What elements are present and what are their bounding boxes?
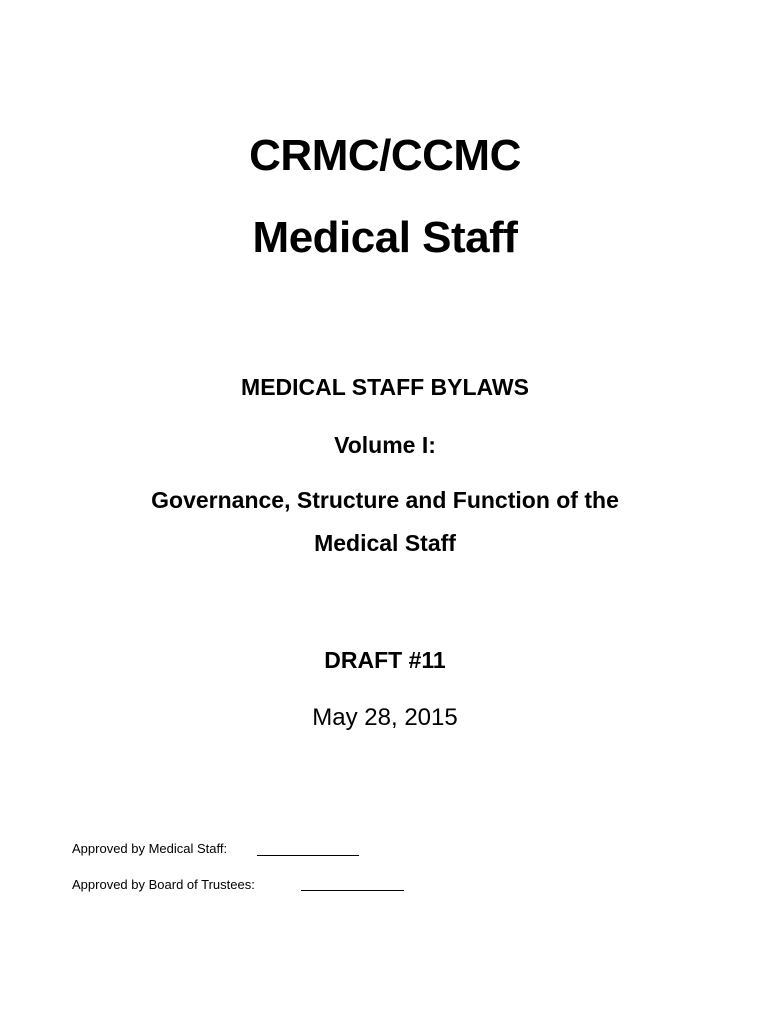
document-description-line-2: Medical Staff [314, 530, 456, 556]
approval-board-of-trustees-label: Approved by Board of Trustees: [72, 877, 255, 892]
document-title-line-2: Medical Staff [252, 213, 518, 262]
document-volume: Volume I: [334, 432, 436, 458]
approval-medical-staff-signature-line [257, 855, 359, 856]
approval-medical-staff-label: Approved by Medical Staff: [72, 841, 228, 856]
document-title-line-1: CRMC/CCMC [249, 131, 521, 180]
draft-number: DRAFT #11 [324, 647, 446, 673]
document-subtitle: MEDICAL STAFF BYLAWS [241, 374, 529, 400]
approval-board-of-trustees-signature-line [301, 890, 404, 891]
document-date: May 28, 2015 [312, 704, 458, 731]
document-description-line-1: Governance, Structure and Function of the [151, 487, 619, 513]
